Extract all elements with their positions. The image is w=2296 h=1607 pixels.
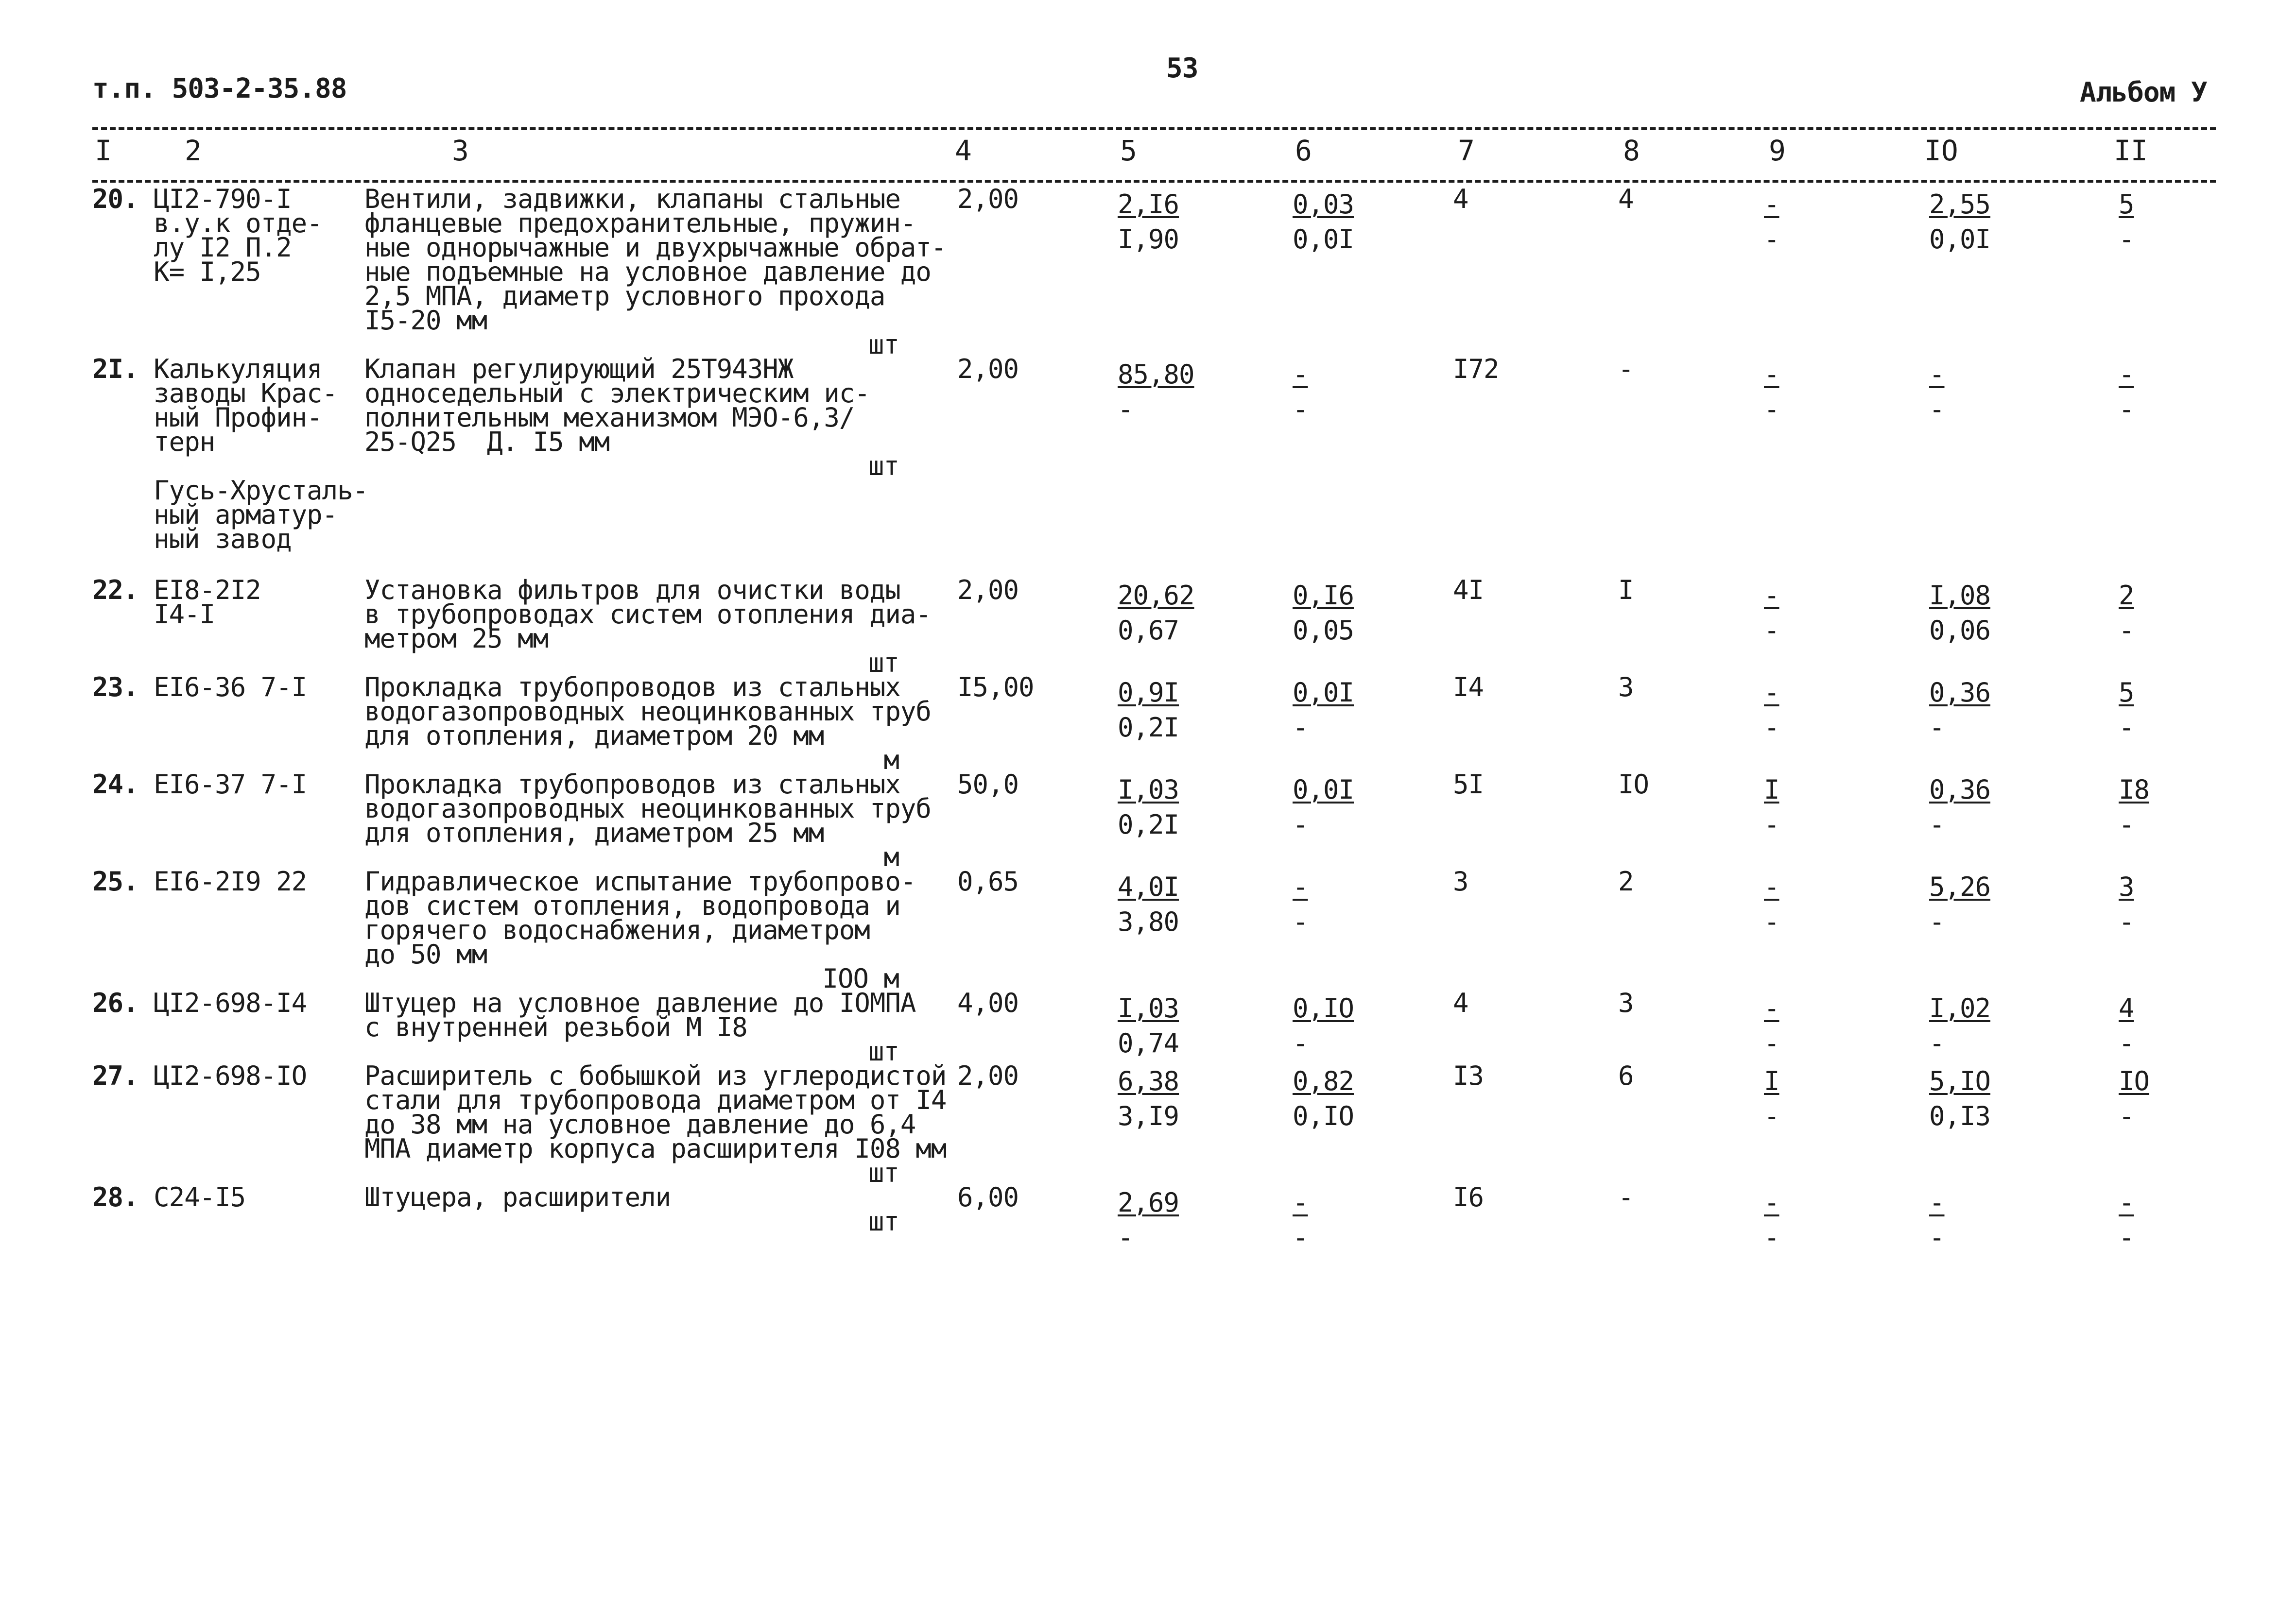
row-id-cell bbox=[92, 575, 364, 675]
cost-total-bottom: - bbox=[1118, 394, 1133, 425]
table-row bbox=[92, 578, 2216, 675]
header-rule-top bbox=[92, 127, 2216, 130]
page-number: 53 bbox=[1166, 52, 1198, 84]
header-rule-bottom bbox=[92, 180, 2216, 183]
col11-top: I8 bbox=[2119, 774, 2150, 805]
cost-total-top: 2,69 bbox=[1118, 1187, 1179, 1218]
col9-cell bbox=[1764, 870, 1929, 991]
row-unit: шт bbox=[868, 648, 899, 678]
col10-cell bbox=[1929, 870, 2119, 991]
workers-cell bbox=[1618, 1182, 1764, 1255]
row-unit: шт bbox=[868, 1206, 899, 1237]
row-id-cell bbox=[92, 988, 364, 1064]
row-number: 27. bbox=[92, 1060, 138, 1091]
col11-bottom: - bbox=[2119, 615, 2134, 646]
cost-machines-top: - bbox=[1293, 1187, 1308, 1218]
col9-top: I bbox=[1764, 774, 1779, 805]
cost-machines-bottom: - bbox=[1293, 1028, 1308, 1059]
col9-cell bbox=[1764, 578, 1929, 675]
cost-total-bottom: 0,74 bbox=[1118, 1028, 1179, 1059]
labor-value: 5I bbox=[1453, 769, 1484, 800]
cost-total-top: 20,62 bbox=[1118, 580, 1194, 611]
row-quantity: 50,0 bbox=[957, 769, 1019, 800]
labor-cell bbox=[1453, 988, 1618, 1064]
col9-bottom: - bbox=[1764, 224, 1779, 255]
labor-value: I72 bbox=[1453, 354, 1499, 384]
row-description: Прокладка трубопроводов из стальных водогазопроводных неоцинкованных труб для отопления, диаметром 25 мм bbox=[364, 769, 931, 848]
table-body bbox=[92, 184, 2216, 1255]
workers-value: 2 bbox=[1618, 866, 1634, 897]
row-id-cell bbox=[92, 672, 364, 772]
col9-cell bbox=[1764, 772, 1929, 870]
cost-total-cell bbox=[1118, 187, 1293, 357]
workers-value: IO bbox=[1618, 769, 1649, 800]
cost-machines-top: 0,03 bbox=[1293, 189, 1354, 220]
row-quantity-cell bbox=[957, 672, 1118, 772]
column-header-3: 3 bbox=[452, 134, 469, 167]
column-header-10: IO bbox=[1924, 134, 1958, 167]
col11-cell bbox=[2119, 870, 2216, 991]
col9-bottom: - bbox=[1764, 712, 1779, 743]
col10-cell bbox=[1929, 1064, 2119, 1185]
workers-value: 3 bbox=[1618, 988, 1634, 1018]
col11-bottom: - bbox=[2119, 1222, 2134, 1253]
cost-machines-cell bbox=[1293, 578, 1453, 675]
row-code: ЕI6-36 7-I bbox=[154, 672, 307, 702]
col9-top: I bbox=[1764, 1066, 1779, 1096]
column-header-4: 4 bbox=[955, 134, 972, 167]
row-quantity: 2,00 bbox=[957, 354, 1019, 384]
cost-total-cell bbox=[1118, 578, 1293, 675]
labor-value: I4 bbox=[1453, 672, 1484, 702]
col11-cell bbox=[2119, 772, 2216, 870]
row-unit: м bbox=[883, 842, 899, 872]
row-quantity-cell bbox=[957, 354, 1118, 578]
col11-bottom: - bbox=[2119, 224, 2134, 255]
row-quantity: 2,00 bbox=[957, 575, 1019, 605]
row-number: 23. bbox=[92, 672, 138, 702]
row-id-cell bbox=[92, 354, 368, 578]
row-number: 25. bbox=[92, 866, 138, 897]
column-header-8: 8 bbox=[1623, 134, 1640, 167]
col10-bottom: 0,0I bbox=[1929, 224, 1991, 255]
cost-total-cell bbox=[1118, 675, 1293, 772]
col10-top: - bbox=[1929, 359, 1945, 390]
album-label: Альбом У bbox=[2080, 77, 2207, 108]
column-header-1: I bbox=[95, 134, 112, 167]
workers-cell bbox=[1618, 1060, 1764, 1185]
cost-total-bottom: I,90 bbox=[1118, 224, 1179, 255]
col10-top: 2,55 bbox=[1929, 189, 1991, 220]
cost-total-top: 85,80 bbox=[1118, 359, 1194, 390]
col9-bottom: - bbox=[1764, 615, 1779, 646]
cost-machines-cell bbox=[1293, 357, 1453, 578]
labor-cell bbox=[1453, 575, 1618, 675]
col9-top: - bbox=[1764, 872, 1779, 902]
workers-value: 4 bbox=[1618, 184, 1634, 214]
row-description-cell bbox=[364, 769, 957, 872]
column-header-5: 5 bbox=[1120, 134, 1137, 167]
col9-bottom: - bbox=[1764, 906, 1779, 937]
cost-machines-bottom: - bbox=[1293, 394, 1308, 425]
col9-top: - bbox=[1764, 993, 1779, 1024]
cost-total-cell bbox=[1118, 357, 1293, 578]
row-description-cell bbox=[364, 575, 957, 678]
row-code: ЕI6-37 7-I bbox=[154, 769, 307, 800]
labor-value: 4 bbox=[1453, 184, 1468, 214]
row-description: Вентили, задвижки, клапаны стальные фланцевые предохранительные, пружин- ные однорычажные и двухрычажные обрат- ные подъемные на условное давление до 2,5 МПА, диаметр условного прохода I5-20 мм bbox=[364, 184, 947, 336]
col10-cell bbox=[1929, 675, 2119, 772]
row-quantity: 4,00 bbox=[957, 988, 1019, 1018]
cost-total-top: 6,38 bbox=[1118, 1066, 1179, 1096]
row-quantity-cell bbox=[957, 184, 1118, 357]
cost-total-top: I,03 bbox=[1118, 774, 1179, 805]
cost-machines-cell bbox=[1293, 675, 1453, 772]
row-description-cell bbox=[364, 354, 957, 578]
row-description: Клапан регулирующий 25Т943НЖ односедельный с электрическим ис- полнительным механизмом МЭО-6,3/ 25-Q25 Д. I5 мм bbox=[364, 354, 870, 457]
row-code: С24-I5 bbox=[154, 1182, 246, 1213]
col10-bottom: - bbox=[1929, 394, 1945, 425]
cost-machines-cell bbox=[1293, 187, 1453, 357]
col11-cell bbox=[2119, 578, 2216, 675]
workers-value: 3 bbox=[1618, 672, 1634, 702]
workers-value: I bbox=[1618, 575, 1634, 605]
cost-machines-bottom: 0,0I bbox=[1293, 224, 1354, 255]
cost-total-bottom: 3,80 bbox=[1118, 906, 1179, 937]
row-description: Прокладка трубопроводов из стальных водогазопроводных неоцинкованных труб для отопления, диаметром 20 мм bbox=[364, 672, 931, 751]
col9-cell bbox=[1764, 675, 1929, 772]
cost-machines-cell bbox=[1293, 991, 1453, 1064]
document-code: т.п. 503-2-35.88 bbox=[92, 73, 347, 104]
cost-machines-bottom: - bbox=[1293, 712, 1308, 743]
cost-total-cell bbox=[1118, 772, 1293, 870]
workers-cell bbox=[1618, 988, 1764, 1064]
col11-cell bbox=[2119, 357, 2216, 578]
cost-total-cell bbox=[1118, 1185, 1293, 1255]
workers-cell bbox=[1618, 672, 1764, 772]
table-row bbox=[92, 870, 2216, 991]
row-number: 22. bbox=[92, 575, 138, 605]
workers-cell bbox=[1618, 769, 1764, 870]
col10-bottom: 0,06 bbox=[1929, 615, 1991, 646]
row-code: ЕI6-2I9 22 bbox=[154, 866, 307, 897]
col10-bottom: - bbox=[1929, 809, 1945, 840]
col10-top: 5,26 bbox=[1929, 872, 1991, 902]
col10-bottom: - bbox=[1929, 712, 1945, 743]
col11-bottom: - bbox=[2119, 1028, 2134, 1059]
col11-bottom: - bbox=[2119, 712, 2134, 743]
col11-bottom: - bbox=[2119, 809, 2134, 840]
labor-value: 3 bbox=[1453, 866, 1468, 897]
col10-cell bbox=[1929, 578, 2119, 675]
workers-value: - bbox=[1618, 1182, 1634, 1213]
col11-top: 2 bbox=[2119, 580, 2134, 611]
col10-bottom: - bbox=[1929, 1028, 1945, 1059]
col9-top: - bbox=[1764, 1187, 1779, 1218]
cost-total-cell bbox=[1118, 991, 1293, 1064]
cost-machines-top: - bbox=[1293, 359, 1308, 390]
table-row bbox=[92, 991, 2216, 1064]
col11-cell bbox=[2119, 187, 2216, 357]
table-row bbox=[92, 1185, 2216, 1255]
row-quantity: 2,00 bbox=[957, 1060, 1019, 1091]
row-code: Калькуляция заводы Крас- ный Профин- терн Гусь-Хрусталь- ный арматур- ный завод bbox=[154, 354, 368, 554]
labor-cell bbox=[1453, 769, 1618, 870]
workers-value: 6 bbox=[1618, 1060, 1634, 1091]
cost-total-cell bbox=[1118, 870, 1293, 991]
labor-value: I3 bbox=[1453, 1060, 1484, 1091]
cost-machines-bottom: 0,IO bbox=[1293, 1101, 1354, 1131]
col10-top: 5,IO bbox=[1929, 1066, 1991, 1096]
row-quantity-cell bbox=[957, 1182, 1118, 1255]
col11-cell bbox=[2119, 991, 2216, 1064]
col9-cell bbox=[1764, 991, 1929, 1064]
cost-total-cell bbox=[1118, 1064, 1293, 1185]
col10-top: I,08 bbox=[1929, 580, 1991, 611]
col11-cell bbox=[2119, 1185, 2216, 1255]
row-id-cell bbox=[92, 866, 364, 991]
cost-total-top: I,03 bbox=[1118, 993, 1179, 1024]
table-row bbox=[92, 187, 2216, 357]
cost-total-bottom: 3,I9 bbox=[1118, 1101, 1179, 1131]
cost-total-top: 4,0I bbox=[1118, 872, 1179, 902]
workers-cell bbox=[1618, 184, 1764, 357]
col9-cell bbox=[1764, 1064, 1929, 1185]
row-description: Штуцера, расширители bbox=[364, 1182, 671, 1213]
workers-cell bbox=[1618, 866, 1764, 991]
labor-cell bbox=[1453, 1182, 1618, 1255]
col11-top: - bbox=[2119, 359, 2134, 390]
col10-bottom: 0,I3 bbox=[1929, 1101, 1991, 1131]
table-row bbox=[92, 772, 2216, 870]
column-header-9: 9 bbox=[1769, 134, 1786, 167]
row-quantity: 0,65 bbox=[957, 866, 1019, 897]
cost-machines-bottom: - bbox=[1293, 809, 1308, 840]
col10-top: 0,36 bbox=[1929, 677, 1991, 708]
row-unit: шт bbox=[868, 1158, 899, 1188]
col10-bottom: - bbox=[1929, 906, 1945, 937]
row-quantity-cell bbox=[957, 988, 1118, 1064]
row-quantity-cell bbox=[957, 575, 1118, 675]
col9-top: - bbox=[1764, 189, 1779, 220]
cost-machines-bottom: 0,05 bbox=[1293, 615, 1354, 646]
cost-machines-top: 0,IO bbox=[1293, 993, 1354, 1024]
col11-cell bbox=[2119, 675, 2216, 772]
col11-top: 4 bbox=[2119, 993, 2134, 1024]
cost-total-bottom: 0,2I bbox=[1118, 809, 1179, 840]
row-unit: шт bbox=[868, 451, 899, 481]
estimate-table bbox=[92, 184, 2216, 1255]
cost-machines-cell bbox=[1293, 870, 1453, 991]
col10-top: I,02 bbox=[1929, 993, 1991, 1024]
col11-top: - bbox=[2119, 1187, 2134, 1218]
col10-cell bbox=[1929, 772, 2119, 870]
col9-bottom: - bbox=[1764, 1101, 1779, 1131]
cost-total-bottom: 0,67 bbox=[1118, 615, 1179, 646]
col9-bottom: - bbox=[1764, 394, 1779, 425]
col11-top: 5 bbox=[2119, 677, 2134, 708]
row-description: Расширитель с бобышкой из углеродистой стали для трубопровода диаметром от I4 до 38 мм на условное давление до 6,4 МПА диаметр корпуса расширителя I08 мм bbox=[364, 1060, 947, 1164]
col9-top: - bbox=[1764, 580, 1779, 611]
col10-cell bbox=[1929, 991, 2119, 1064]
labor-value: 4 bbox=[1453, 988, 1468, 1018]
row-quantity: 6,00 bbox=[957, 1182, 1019, 1213]
row-quantity-cell bbox=[957, 866, 1118, 991]
col11-top: 5 bbox=[2119, 189, 2134, 220]
cost-machines-top: - bbox=[1293, 872, 1308, 902]
column-header-6: 6 bbox=[1295, 134, 1312, 167]
cost-machines-top: 0,82 bbox=[1293, 1066, 1354, 1096]
cost-machines-cell bbox=[1293, 1185, 1453, 1255]
row-description-cell bbox=[364, 1182, 957, 1255]
row-description: Гидравлическое испытание трубопрово- дов систем отопления, водопровода и горячего водоснабжения, диаметром до 50 мм bbox=[364, 866, 916, 970]
col10-cell bbox=[1929, 1185, 2119, 1255]
col9-top: - bbox=[1764, 359, 1779, 390]
row-code: ЦI2-698-IO bbox=[154, 1060, 307, 1091]
row-quantity: 2,00 bbox=[957, 184, 1019, 214]
cost-machines-top: 0,0I bbox=[1293, 677, 1354, 708]
labor-cell bbox=[1453, 184, 1618, 357]
cost-total-top: 2,I6 bbox=[1118, 189, 1179, 220]
workers-value: - bbox=[1618, 354, 1634, 384]
table-row bbox=[92, 1064, 2216, 1185]
row-description-cell bbox=[364, 184, 957, 360]
col9-top: - bbox=[1764, 677, 1779, 708]
col10-cell bbox=[1929, 187, 2119, 357]
table-row bbox=[92, 675, 2216, 772]
row-id-cell bbox=[92, 769, 364, 870]
row-unit: шт bbox=[868, 1036, 899, 1067]
col10-bottom: - bbox=[1929, 1222, 1945, 1253]
row-description-cell bbox=[364, 1060, 957, 1188]
labor-cell bbox=[1453, 866, 1618, 991]
col11-top: IO bbox=[2119, 1066, 2150, 1096]
labor-cell bbox=[1453, 1060, 1618, 1185]
row-id-cell bbox=[92, 1182, 364, 1255]
row-number: 26. bbox=[92, 988, 138, 1018]
row-unit: IOO м bbox=[822, 963, 899, 994]
row-code: ЕI8-2I2 I4-I bbox=[154, 575, 261, 630]
row-code: ЦI2-790-I в.у.к отде- лу I2 П.2 К= I,25 bbox=[154, 184, 322, 287]
col10-top: 0,36 bbox=[1929, 774, 1991, 805]
col9-cell bbox=[1764, 357, 1929, 578]
col11-bottom: - bbox=[2119, 394, 2134, 425]
col9-cell bbox=[1764, 1185, 1929, 1255]
col11-bottom: - bbox=[2119, 1101, 2134, 1131]
col11-bottom: - bbox=[2119, 906, 2134, 937]
col11-cell bbox=[2119, 1064, 2216, 1185]
col10-top: - bbox=[1929, 1187, 1945, 1218]
row-description-cell bbox=[364, 988, 957, 1067]
row-quantity: I5,00 bbox=[957, 672, 1034, 702]
row-quantity-cell bbox=[957, 1060, 1118, 1185]
labor-cell bbox=[1453, 672, 1618, 772]
cost-total-bottom: 0,2I bbox=[1118, 712, 1179, 743]
table-row bbox=[92, 357, 2216, 578]
row-description: Установка фильтров для очистки воды в трубопроводах систем отопления диа- метром 25 мм bbox=[364, 575, 931, 654]
labor-cell bbox=[1453, 354, 1618, 578]
col10-cell bbox=[1929, 357, 2119, 578]
labor-value: I6 bbox=[1453, 1182, 1484, 1213]
col9-bottom: - bbox=[1764, 1028, 1779, 1059]
column-header-2: 2 bbox=[185, 134, 202, 167]
workers-cell bbox=[1618, 575, 1764, 675]
row-number: 20. bbox=[92, 184, 138, 214]
row-number: 2I. bbox=[92, 354, 138, 384]
cost-machines-cell bbox=[1293, 772, 1453, 870]
row-code: ЦI2-698-I4 bbox=[154, 988, 307, 1018]
cost-total-top: 0,9I bbox=[1118, 677, 1179, 708]
col9-cell bbox=[1764, 187, 1929, 357]
cost-machines-top: 0,0I bbox=[1293, 774, 1354, 805]
column-header-11: II bbox=[2114, 134, 2148, 167]
col9-bottom: - bbox=[1764, 1222, 1779, 1253]
cost-machines-cell bbox=[1293, 1064, 1453, 1185]
row-description-cell bbox=[364, 866, 957, 994]
col11-top: 3 bbox=[2119, 872, 2134, 902]
row-description-cell bbox=[364, 672, 957, 775]
column-header-7: 7 bbox=[1458, 134, 1475, 167]
cost-machines-top: 0,I6 bbox=[1293, 580, 1354, 611]
cost-machines-bottom: - bbox=[1293, 1222, 1308, 1253]
cost-total-bottom: - bbox=[1118, 1222, 1133, 1253]
row-quantity-cell bbox=[957, 769, 1118, 870]
row-id-cell bbox=[92, 184, 364, 357]
col9-bottom: - bbox=[1764, 809, 1779, 840]
cost-machines-bottom: - bbox=[1293, 906, 1308, 937]
row-unit: шт bbox=[868, 329, 899, 360]
row-id-cell bbox=[92, 1060, 364, 1185]
row-description: Штуцер на условное давление до IOМПА с внутренней резьбой М I8 bbox=[364, 988, 916, 1043]
workers-cell bbox=[1618, 354, 1764, 578]
labor-value: 4I bbox=[1453, 575, 1484, 605]
row-number: 24. bbox=[92, 769, 138, 800]
row-unit: м bbox=[883, 745, 899, 775]
row-number: 28. bbox=[92, 1182, 138, 1213]
